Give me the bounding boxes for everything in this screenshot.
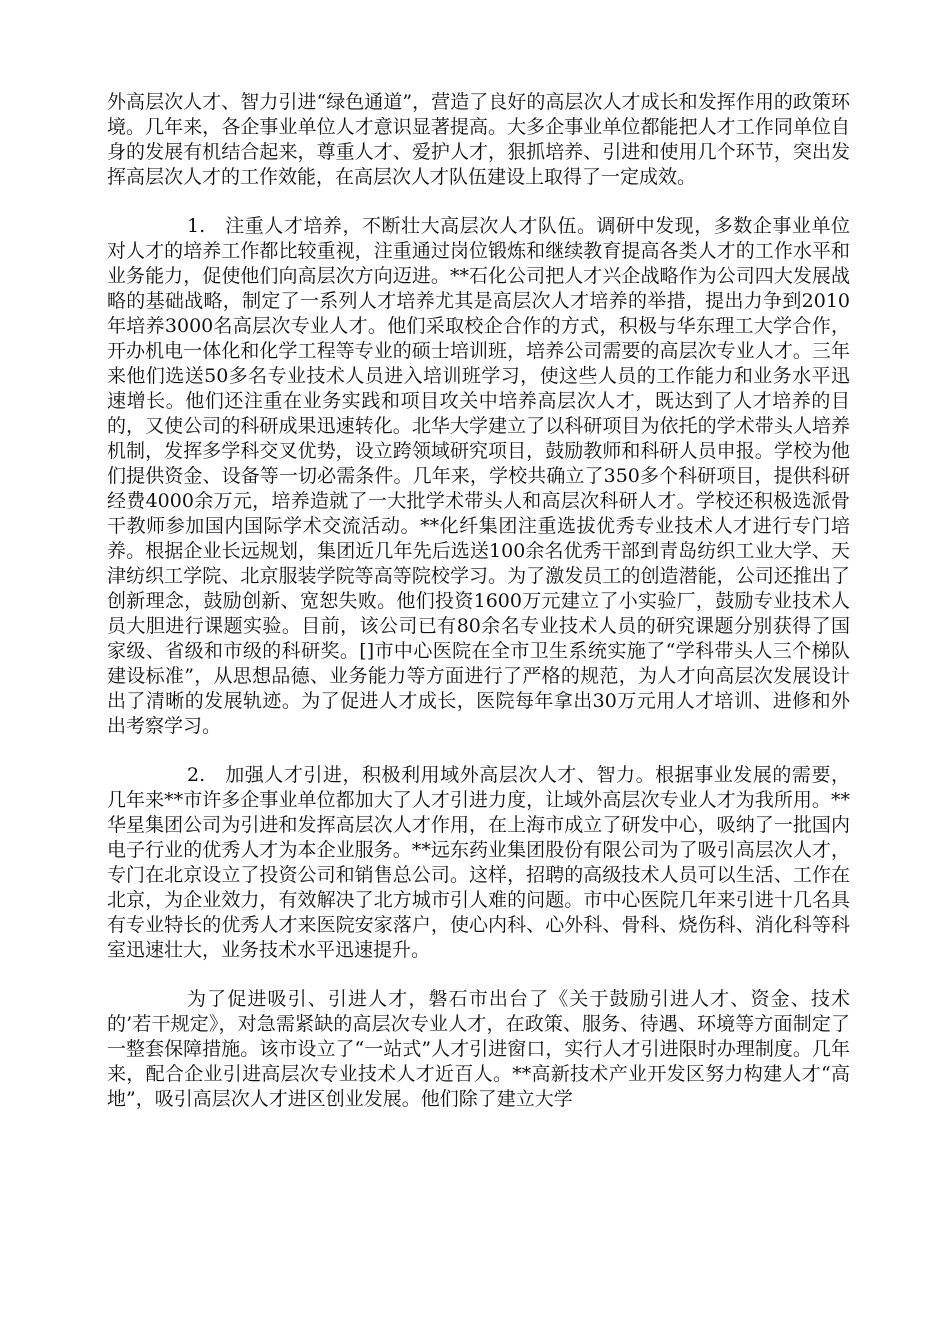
paragraph-continuation: 外高层次人才、智力引进“绿色通道”，营造了良好的高层次人才成长和发挥作用的政策环境。几年来，各企事业单位人才意识显著提高。大多企事业单位都能把人才工作同单位自身的发展有机结合起来，尊重人才、爱护人才，狠抓培养、引进和使用几个环节，突出发挥高层次人才的工作效能，在高层次人才队伍建设上取得了一定成效。 <box>107 91 850 188</box>
paragraph-talent-training: 1. 注重人才培养，不断壮大高层次人才队伍。调研中发现，多数企事业单位对人才的培养工作都比较重视，注重通过岗位锻炼和继续教育提高各类人才的工作水平和业务能力，促使他们向高层次方向迈进。**石化公司把人才兴企战略作为公司四大发展战略的基础战略，制定了一系列人才培养尤其是高层次人才培养的举措，提出力争到2010年培养3000名高层次专业人才。他们采取校企合作的方式，积极与华东理工大学合作，开办机电一体化和化学工程等专业的硕士培训班，培养公司需要的高层次专业人才。三年来他们选送50多名专业技术人员进入培训班学习，使这些人员的工作能力和业务水平迅速增长。他们还注重在业务实践和项目攻关中培养高层次人才，既达到了人才培养的目的，又使公司的科研成果迅速转化。北华大学建立了以科研项目为依托的学术带头人培养机制，发挥多学科交叉优势，设立跨领域研究项目，鼓励教师和科研人员申报。学校为他们提供资金、设备等一切必需条件。几年来，学校共确立了350多个科研项目，提供科研经费4000余万元，培养造就了一大批学术带头人和高层次科研人才。学校还积极选派骨干教师参加国内国际学术交流活动。**化纤集团注重选拔优秀专业技术人才进行专门培养。根据企业长远规划，集团近几年先后选送100余名优秀干部到青岛纺织工业大学、天津纺织工学院、北京服装学院等高等院校学习。为了激发员工的创造潜能，公司还推出了创新理念，鼓励创新、宽恕失败。他们投资1600万元建立了小实验厂，鼓励专业技术人员大胆进行课题实验。目前，该公司已有80余名专业技术人员的研究课题分别获得了国家级、省级和市级的科研奖。[]市中心医院在全市卫生系统实施了“学科带头人三个梯队建设标准”，从思想品德、业务能力等方面进行了严格的规范，为人才向高层次发展设计出了清晰的发展轨迹。为了促进人才成长，医院每年拿出30万元用人才培训、进修和外出考察学习。 <box>107 215 850 737</box>
paragraph-talent-introduction: 2. 加强人才引进，积极利用域外高层次人才、智力。根据事业发展的需要，几年来**市许多企事业单位都加大了人才引进力度，让域外高层次专业人才为我所用。**华星集团公司为引进和发挥高层次人才作用，在上海市成立了研发中心，吸纳了一批国内电子行业的优秀人才为本企业服务。**远东药业集团股份有限公司为了吸引高层次人才，专门在北京设立了投资公司和销售总公司。这样，招聘的高级技术人员可以生活、工作在北京，为企业效力，有效解决了北方城市引人难的问题。市中心医院几年来引进十几名具有专业特长的优秀人才来医院安家落户，使心内科、心外科、骨科、烧伤科、消化科等科室迅速壮大，业务技术水平迅速提升。 <box>107 764 850 961</box>
paragraph-attracting-talent: 为了促进吸引、引进人才，磐石市出台了《关于鼓励引进人才、资金、技术的’若干规定》，对急需紧缺的高层次专业人才，在政策、服务、待遇、环境等方面制定了一整套保障措施。该市设立了“一站式”人才引进窗口，实行人才引进限时办理制度。几年来，配合企业引进高层次专业技术人才近百人。**高新技术产业开发区努力构建人才“高地”，吸引高层次人才进区创业发展。他们除了建立大学 <box>107 988 850 1110</box>
document-body <box>107 90 850 1136</box>
